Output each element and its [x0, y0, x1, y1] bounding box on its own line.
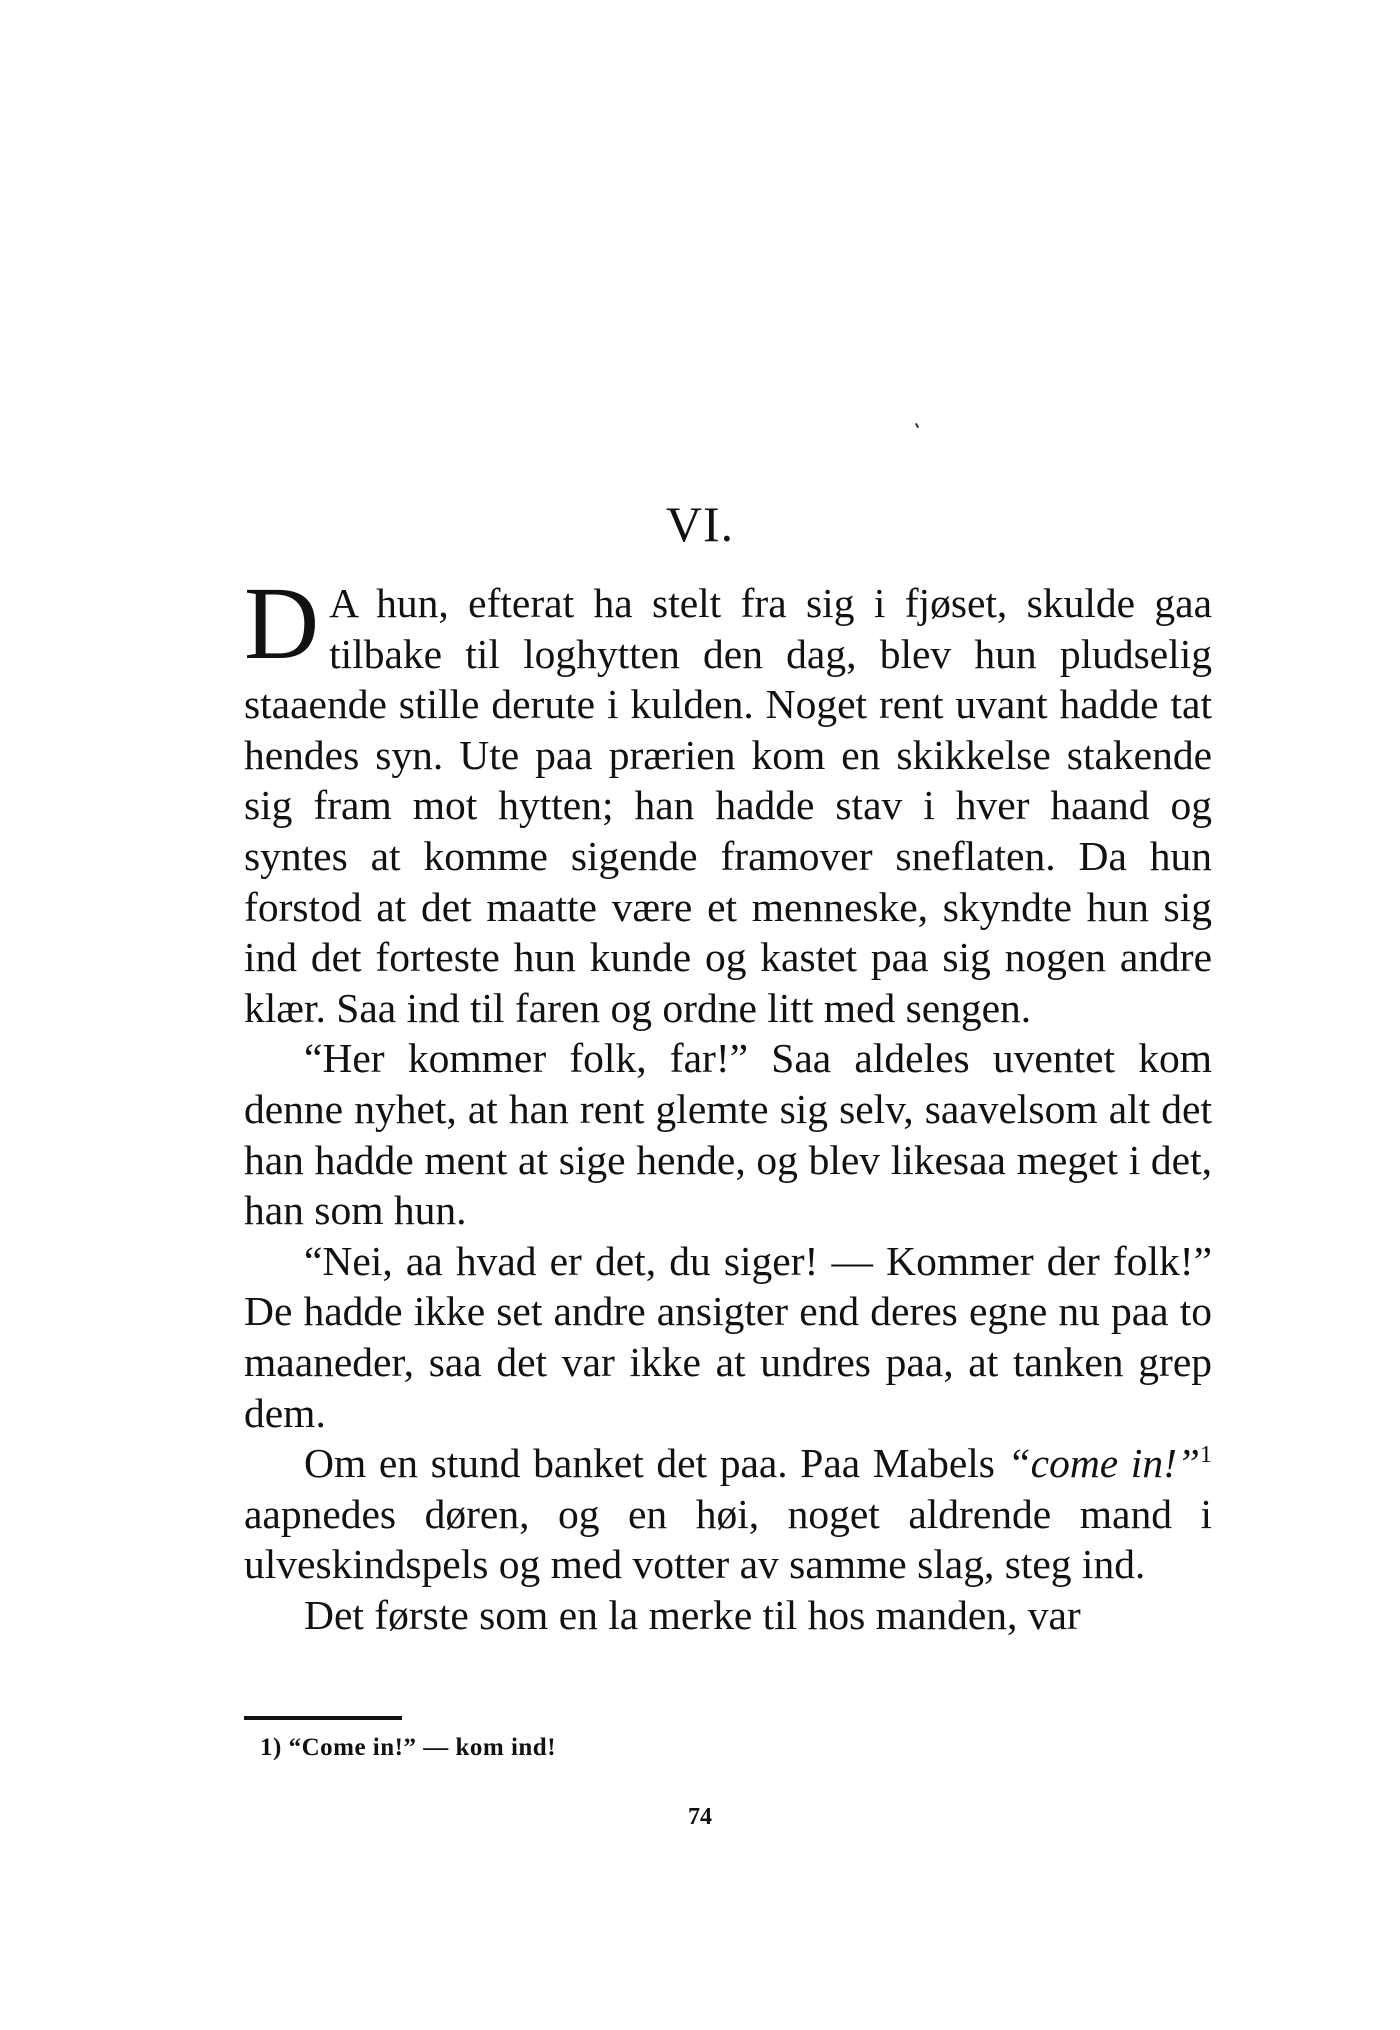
paragraph-4-after: aapnedes døren, og en høi, noget aldrende mand i ulveskindspels og med votter av samme slag, steg ind.: [244, 1490, 1212, 1588]
footnote-rule: [244, 1716, 402, 1720]
paragraph-4: [244, 1438, 1212, 1590]
paragraph-4-before: Om en stund banket det paa. Paa Mabels: [304, 1440, 1008, 1487]
paragraph-5: Det første som en la merke til hos manden, var: [304, 1591, 1081, 1638]
paragraph-2: “Her kommer folk, far!” Saa aldeles uventet kom denne nyhet, at han rent glemte sig selv, saavelsom alt det han hadde ment at sige hende, og blev likesaa meget i det, han som hun.: [244, 1035, 1212, 1234]
body-text: [244, 566, 1212, 1640]
chapter-heading: VI.: [665, 496, 735, 552]
footnote-marker: 1: [1200, 1442, 1212, 1469]
drop-cap: D: [244, 566, 320, 681]
print-speck: [915, 423, 919, 428]
footnote: 1) “Come in!” — kom ind!: [260, 1734, 557, 1761]
paragraph-4-italic: “come in!”: [1007, 1440, 1200, 1487]
page-number: 74: [688, 1804, 712, 1830]
paragraph-3: “Nei, aa hvad er det, du siger! — Kommer der folk!” De hadde ikke set andre ansigter end deres egne nu paa to maaneder, saa det var ikke at undres paa, at tanken grep dem.: [244, 1237, 1212, 1436]
paragraph-1: [244, 566, 1212, 1033]
paragraph-1-text: A hun, efterat ha stelt fra sig i fjøset, skulde gaa tilbake til loghytten den dag, blev hun pludselig staaende stille derute i kulden. Noget rent uvant hadde tat hendes syn. Ute paa prærien kom en skikkelse stakende sig fram mot hytten; han hadde stav i hver haand og syntes at komme sigende framover sneflaten. Da hun forstod at det maatte være et menneske, skyndte hun sig ind det forteste hun kunde og kastet paa sig nogen andre klær. Saa ind til faren og ordne litt med sengen.: [244, 580, 1212, 1031]
